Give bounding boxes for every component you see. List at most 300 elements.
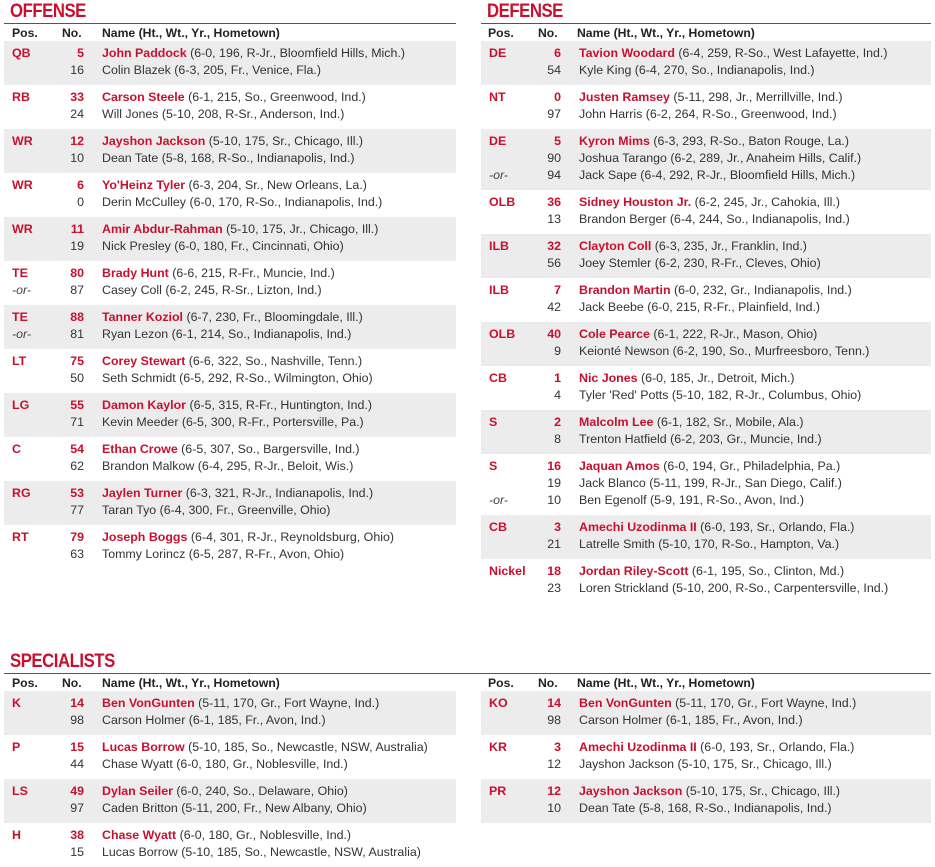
position-label: S [489,459,498,473]
jersey-number: 7 [554,283,561,297]
player-name: Nic Jones [579,371,638,385]
position-group [4,41,456,85]
position-label: P [12,740,21,754]
player-name: Jordan Riley-Scott [579,564,689,578]
player-name: Lucas Borrow [102,740,185,754]
player-entry: Kyle King (6-4, 270, So., Indianapolis, Ind.) [579,63,815,77]
jersey-number: 18 [547,564,561,578]
player-info: (6-0, 232, Gr., Indianapolis, Ind.) [670,283,852,297]
backup-row [4,326,456,343]
backup-row [4,62,456,79]
jersey-number: 10 [70,151,84,165]
player-name: Ben VonGunten [579,696,672,710]
player-entry: Latrelle Smith (5-10, 170, R-So., Hampton, Va.) [579,537,840,551]
player-entry [579,283,852,297]
header-pos: Pos. [12,676,38,690]
player-entry: Dean Tate (5-8, 168, R-So., Indianapolis, Ind.) [579,801,832,815]
player-entry [102,46,405,60]
starter-row [481,563,931,580]
position-group [481,410,931,454]
position-label: LS [12,784,28,798]
backup-row [481,800,931,817]
starter-row [481,238,931,255]
position-group [481,190,931,234]
or-label: -or- [489,493,509,507]
backup-row [4,150,456,167]
player-entry: Will Jones (5-10, 208, R-Sr., Anderson, Ind.) [102,107,345,121]
jersey-number: 21 [547,537,561,551]
jersey-number: 55 [70,398,84,412]
player-entry: Joshua Tarango (6-2, 289, Jr., Anaheim Hills, Calif.) [579,151,862,165]
player-entry [102,486,373,500]
backup-row [481,106,931,123]
player-entry: Casey Coll (6-2, 245, R-Sr., Lizton, Ind.) [102,283,322,297]
backup-row [4,414,456,431]
starter-row [481,282,931,299]
position-label: NT [489,90,506,104]
backup-row [4,370,456,387]
player-info: (6-7, 230, Fr., Bloomingdale, Ill.) [183,310,363,324]
player-entry: Trenton Hatfield (6-2, 203, Gr., Muncie, Ind.) [579,432,822,446]
jersey-number: 50 [70,371,84,385]
position-group [4,261,456,305]
jersey-number: 90 [547,151,561,165]
position-group [481,735,931,779]
player-entry [579,46,888,60]
jersey-number: 16 [547,459,561,473]
header-no: No. [538,676,558,690]
player-entry: Tommy Lorincz (6-5, 287, R-Fr., Avon, Ohio) [102,547,345,561]
jersey-number: 63 [70,547,84,561]
player-name: Justen Ramsey [579,90,670,104]
jersey-number: 3 [554,740,561,754]
backup-row [481,492,931,509]
player-entry: Nick Presley (6-0, 180, Fr., Cincinnati, Ohio) [102,239,344,253]
jersey-number: 38 [70,828,84,842]
position-label: Nickel [489,564,526,578]
player-name: Ben VonGunten [102,696,195,710]
player-entry: Keionté Newson (6-2, 190, So., Murfreesboro, Tenn.) [579,344,870,358]
position-label: DE [489,46,507,60]
jersey-number: 97 [70,801,84,815]
backup-row [4,756,456,773]
offense-title: OFFENSE [10,1,86,22]
starter-row [4,309,456,326]
defense-section [481,2,931,603]
starter-row [481,89,931,106]
jersey-number: 9 [554,344,561,358]
player-entry: Carson Holmer (6-1, 185, Fr., Avon, Ind.) [579,713,803,727]
backup-row [4,106,456,123]
player-entry [102,90,366,104]
player-entry: Ben Egenolf (5-9, 191, R-So., Avon, Ind.) [579,493,805,507]
header-name: Name (Ht., Wt., Yr., Hometown) [102,676,280,690]
player-entry [579,371,795,385]
jersey-number: 15 [70,845,84,859]
starter-row [4,695,456,712]
header-no: No. [538,26,558,40]
position-label: OLB [489,195,516,209]
starter-row [481,695,931,712]
specialists-left [4,674,456,867]
starter-row [4,783,456,800]
starter-row [4,529,456,546]
player-entry [579,415,804,429]
position-label: KR [489,740,507,754]
jersey-number: 3 [554,520,561,534]
position-group [481,515,931,559]
player-entry: Dean Tate (5-8, 168, R-So., Indianapolis, Ind.) [102,151,355,165]
player-entry: Kevin Meeder (6-5, 300, R-Fr., Portersville, Pa.) [102,415,364,429]
starter-row [481,326,931,343]
player-name: Dylan Seiler [102,784,173,798]
header-no: No. [62,26,82,40]
player-name: Tavion Woodard [579,46,675,60]
player-info: (6-5, 315, R-Fr., Huntington, Ind.) [186,398,372,412]
backup-row [4,282,456,299]
starter-row [4,221,456,238]
player-entry: Jayshon Jackson (5-10, 175, Sr., Chicago, Ill.) [579,757,832,771]
position-group [4,691,456,735]
jersey-number: 97 [547,107,561,121]
starter-row [4,45,456,62]
player-entry: Brandon Malkow (6-4, 295, R-Jr., Beloit, Wis.) [102,459,354,473]
player-name: Clayton Coll [579,239,652,253]
jersey-number: 12 [70,134,84,148]
header-pos: Pos. [488,26,514,40]
jersey-number: 19 [547,476,561,490]
player-entry: Carson Holmer (6-1, 185, Fr., Avon, Ind.) [102,713,326,727]
jersey-number: 80 [70,266,84,280]
position-group [4,779,456,823]
jersey-number: 40 [547,327,561,341]
or-label: -or- [12,283,32,297]
jersey-number: 15 [70,740,84,754]
jersey-number: 6 [77,178,84,192]
player-entry: Derin McCulley (6-0, 170, R-So., Indianapolis, Ind.) [102,195,383,209]
player-entry: Jack Sape (6-4, 292, R-Jr., Bloomfield Hills, Mich.) [579,168,856,182]
position-group [4,525,456,569]
player-entry [579,327,817,341]
jersey-number: 56 [547,256,561,270]
defense-title: DEFENSE [487,1,563,22]
player-entry [102,134,363,148]
jersey-number: 13 [547,212,561,226]
backup-row [481,536,931,553]
player-entry [579,564,844,578]
jersey-number: 79 [70,530,84,544]
backup-row [4,194,456,211]
position-group [481,234,931,278]
starter-row [4,397,456,414]
starter-row [4,485,456,502]
player-info: (5-10, 175, Sr., Chicago, Ill.) [682,784,841,798]
position-group [4,129,456,173]
player-name: Corey Stewart [102,354,186,368]
player-info: (5-10, 185, So., Newcastle, NSW, Australia) [184,740,428,754]
player-entry: Caden Britton (5-11, 200, Fr., New Albany, Ohio) [102,801,367,815]
player-entry: Colin Blazek (6-3, 205, Fr., Venice, Fla.) [102,63,321,77]
player-entry [102,740,428,754]
backup-row [4,238,456,255]
backup-row [4,502,456,519]
position-label: LG [12,398,30,412]
player-entry: Loren Strickland (5-10, 200, R-So., Carpentersville, Ind.) [579,581,889,595]
player-entry [102,442,360,456]
position-label: RG [12,486,31,500]
position-group [4,305,456,349]
position-label: H [12,828,21,842]
position-group [481,366,931,410]
jersey-number: 49 [70,784,84,798]
jersey-number: 10 [547,801,561,815]
player-entry [579,696,856,710]
player-info: (5-11, 170, Gr., Fort Wayne, Ind.) [194,696,380,710]
starter-row [4,353,456,370]
player-info: (6-5, 307, So., Bargersville, Ind.) [177,442,360,456]
player-info: (5-11, 170, Gr., Fort Wayne, Ind.) [671,696,857,710]
starter-row [4,739,456,756]
starter-row [481,783,931,800]
starter-row [481,519,931,536]
jersey-number: 42 [547,300,561,314]
defense-depth-chart [481,41,931,603]
backup-row [481,756,931,773]
backup-row [481,299,931,316]
jersey-number: 1 [554,371,561,385]
player-info: (6-2, 245, Jr., Cahokia, Ill.) [691,195,840,209]
or-label: -or- [12,327,32,341]
jersey-number: 36 [547,195,561,209]
position-label: TE [12,266,28,280]
player-info: (6-0, 196, R-Jr., Bloomfield Hills, Mich.) [186,46,405,60]
player-name: Amir Abdur-Rahman [102,222,223,236]
position-label: WR [12,178,33,192]
player-entry: Taran Tyo (6-4, 300, Fr., Greenville, Ohio) [102,503,331,517]
player-entry: Ryan Lezon (6-1, 214, So., Indianapolis, Ind.) [102,327,352,341]
jersey-number: 0 [77,195,84,209]
jersey-number: 5 [77,46,84,60]
position-label: WR [12,134,33,148]
specialists-left-header [4,674,456,691]
player-info: (6-1, 215, So., Greenwood, Ind.) [184,90,366,104]
player-name: Joseph Boggs [102,530,188,544]
starter-row [4,177,456,194]
jersey-number: 6 [554,46,561,60]
player-info: (6-4, 259, R-So., West Lafayette, Ind.) [674,46,888,60]
backup-row [4,800,456,817]
player-info: (6-0, 240, So., Delaware, Ohio) [172,784,348,798]
position-group [481,691,931,735]
jersey-number: 62 [70,459,84,473]
position-label: TE [12,310,28,324]
specialists-right-header [481,674,931,691]
jersey-number: 0 [554,90,561,104]
position-label: WR [12,222,33,236]
player-entry [579,239,807,253]
player-name: Sidney Houston Jr. [579,195,692,209]
player-info: (6-3, 293, R-So., Baton Rouge, La.) [649,134,849,148]
backup-row [481,150,931,167]
player-info: (5-10, 175, Sr., Chicago, Ill.) [205,134,364,148]
player-name: Chase Wyatt [102,828,177,842]
jersey-number: 4 [554,388,561,402]
jersey-number: 8 [554,432,561,446]
specialists-right-chart [481,691,931,823]
starter-row [481,739,931,756]
backup-row [4,546,456,563]
backup-row [4,458,456,475]
player-info: (6-0, 193, Sr., Orlando, Fla.) [696,520,855,534]
offense-depth-chart [4,41,456,569]
player-entry [579,459,840,473]
specialists-title: SPECIALISTS [10,651,115,672]
position-group [481,85,931,129]
position-label: OLB [489,327,516,341]
player-info: (6-1, 195, So., Clinton, Md.) [688,564,845,578]
jersey-number: 94 [547,168,561,182]
starter-row [4,133,456,150]
player-entry [102,222,378,236]
player-entry [579,195,840,209]
player-entry: John Harris (6-2, 264, R-So., Greenwood, Ind.) [579,107,837,121]
position-label: CB [489,371,507,385]
jersey-number: 77 [70,503,84,517]
player-entry: Brandon Berger (6-4, 244, So., Indianapolis, Ind.) [579,212,850,226]
starter-row [481,414,931,431]
offense-section [4,2,456,569]
specialists-section [4,652,931,864]
player-info: (6-1, 222, R-Jr., Mason, Ohio) [649,327,818,341]
backup-row [481,580,931,597]
jersey-number: 98 [70,713,84,727]
player-entry [102,784,348,798]
specialists-right [481,674,931,823]
position-group [4,481,456,525]
jersey-number: 32 [547,239,561,253]
starter-row [4,441,456,458]
player-name: Carson Steele [102,90,185,104]
player-name: Jayshon Jackson [102,134,206,148]
jersey-number: 16 [70,63,84,77]
player-entry [579,784,840,798]
player-entry [102,178,367,192]
jersey-number: 88 [70,310,84,324]
jersey-number: 5 [554,134,561,148]
jersey-number: 33 [70,90,84,104]
starter-row [481,45,931,62]
position-label: RB [12,90,30,104]
jersey-number: 10 [547,493,561,507]
player-name: Kyron Mims [579,134,650,148]
position-group [4,393,456,437]
player-info: (6-0, 185, Jr., Detroit, Mich.) [637,371,795,385]
jersey-number: 44 [70,757,84,771]
player-name: John Paddock [102,46,187,60]
or-label: -or- [489,168,509,182]
player-entry: Tyler 'Red' Potts (5-10, 182, R-Jr., Columbus, Ohio) [579,388,862,402]
jersey-number: 24 [70,107,84,121]
backup-row [481,167,931,184]
jersey-number: 23 [547,581,561,595]
player-entry: Jack Blanco (5-11, 199, R-Jr., San Diego, Calif.) [579,476,842,490]
player-name: Brady Hunt [102,266,169,280]
backup-row [481,255,931,272]
position-label: C [12,442,21,456]
player-info: (5-10, 175, Jr., Chicago, Ill.) [222,222,379,236]
player-info: (6-1, 182, Sr., Mobile, Ala.) [653,415,804,429]
player-info: (6-3, 321, R-Jr., Indianapolis, Ind.) [182,486,374,500]
header-name: Name (Ht., Wt., Yr., Hometown) [577,26,755,40]
player-info: (6-4, 301, R-Jr., Reynoldsburg, Ohio) [187,530,394,544]
player-name: Malcolm Lee [579,415,654,429]
backup-row [4,712,456,729]
position-group [4,173,456,217]
starter-row [481,133,931,150]
player-entry: Joey Stemler (6-2, 230, R-Fr., Cleves, Ohio) [579,256,821,270]
header-pos: Pos. [12,26,38,40]
position-label: KO [489,696,508,710]
header-no: No. [62,676,82,690]
backup-row [481,712,931,729]
specialists-left-chart [4,691,456,867]
player-info: (6-0, 180, Gr., Noblesville, Ind.) [176,828,352,842]
player-info: (6-3, 235, Jr., Franklin, Ind.) [651,239,807,253]
position-label: ILB [489,239,509,253]
position-label: PR [489,784,507,798]
starter-row [481,370,931,387]
position-label: K [12,696,21,710]
position-group [4,735,456,779]
player-name: Yo'Heinz Tyler [102,178,186,192]
player-entry [102,266,335,280]
player-entry [579,134,849,148]
player-entry [579,90,843,104]
position-group [481,779,931,823]
position-group [481,559,931,603]
player-name: Amechi Uzodinma II [579,740,697,754]
starter-row [4,827,456,844]
position-group [4,217,456,261]
offense-header [4,24,456,41]
player-entry: Chase Wyatt (6-0, 180, Gr., Noblesville, Ind.) [102,757,348,771]
starter-row [4,265,456,282]
jersey-number: 2 [554,415,561,429]
player-entry [102,828,351,842]
jersey-number: 14 [547,696,561,710]
jersey-number: 11 [70,222,84,236]
header-name: Name (Ht., Wt., Yr., Hometown) [102,26,280,40]
player-entry [102,354,362,368]
starter-row [4,89,456,106]
player-info: (6-3, 204, Sr., New Orleans, La.) [185,178,367,192]
position-group [481,454,931,515]
position-label: CB [489,520,507,534]
player-name: Tanner Koziol [102,310,183,324]
jersey-number: 98 [547,713,561,727]
position-label: LT [12,354,27,368]
position-group [481,41,931,85]
backup-row [481,387,931,404]
backup-row [481,62,931,79]
starter-row [481,194,931,211]
jersey-number: 75 [70,354,84,368]
position-group [481,278,931,322]
position-label: ILB [489,283,509,297]
position-group [4,437,456,481]
player-info: (6-0, 194, Gr., Philadelphia, Pa.) [659,459,841,473]
player-name: Jaquan Amos [579,459,660,473]
